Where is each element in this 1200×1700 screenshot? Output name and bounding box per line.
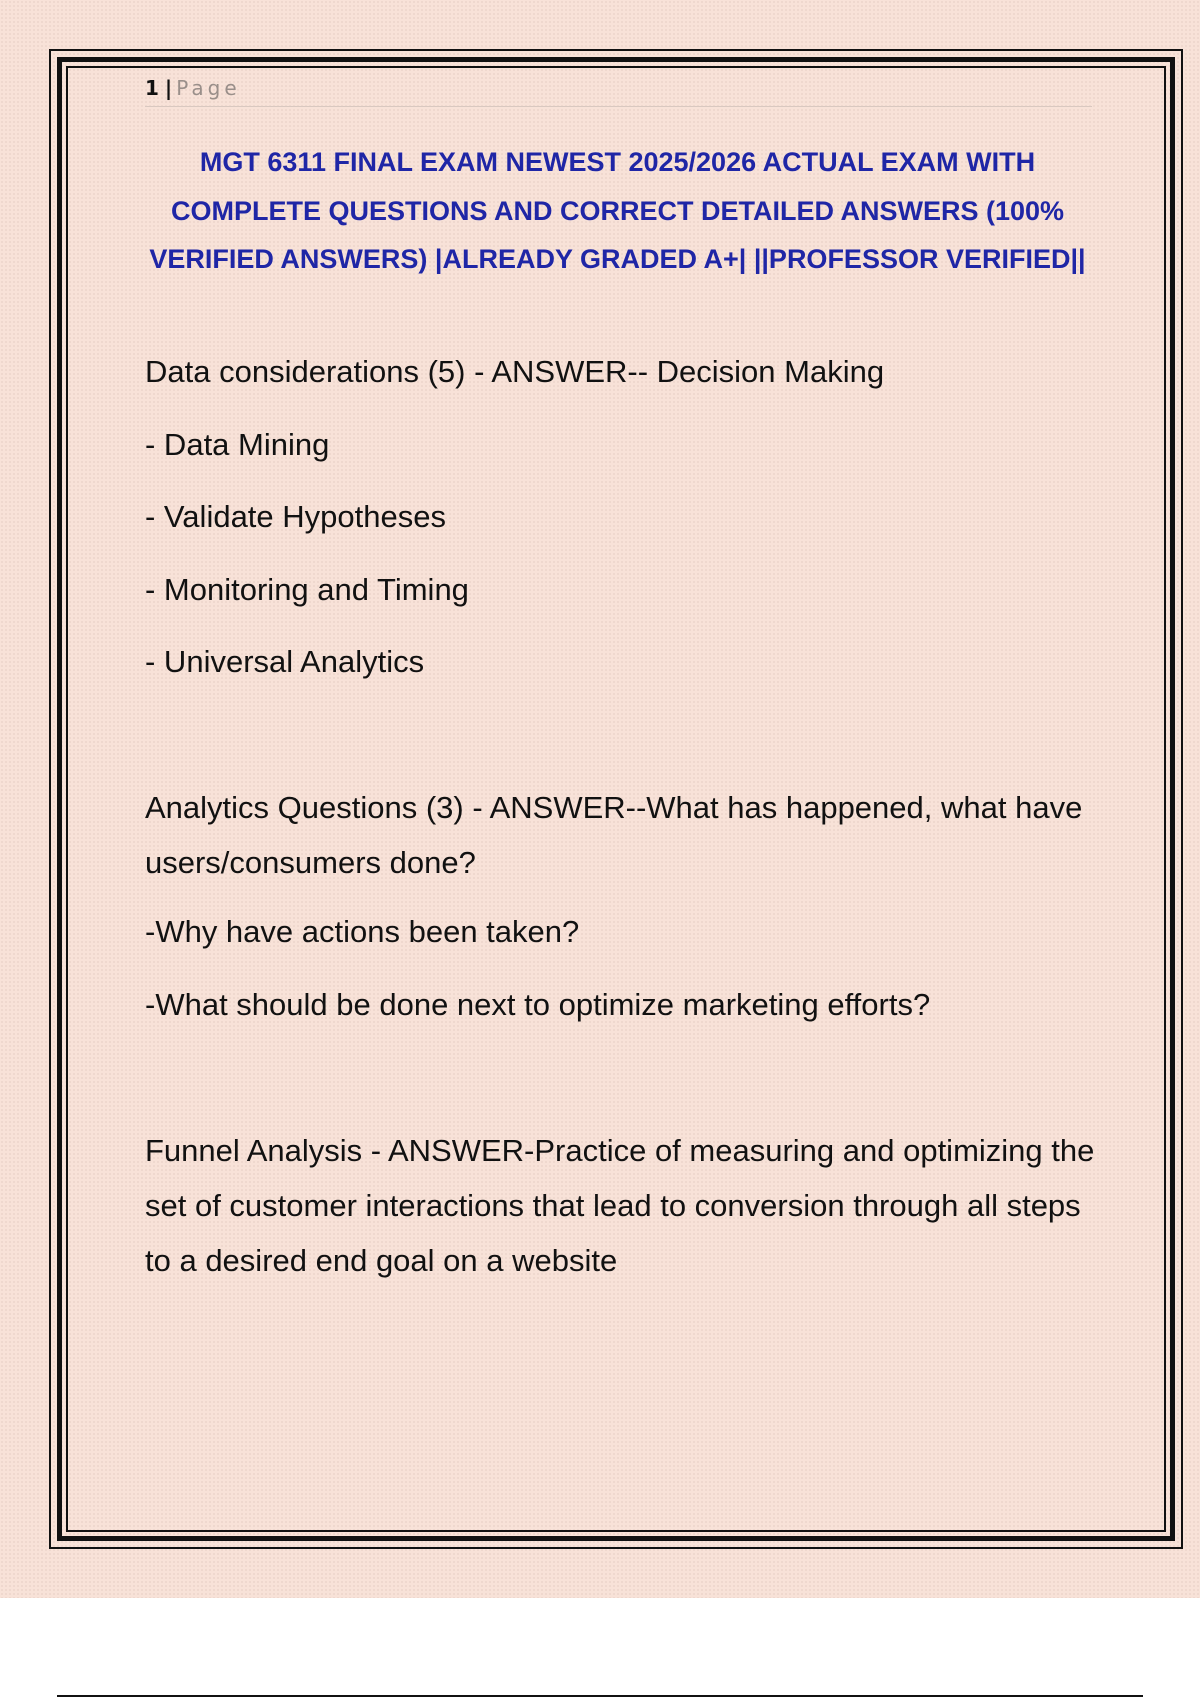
section-1-item: - Universal Analytics	[145, 644, 425, 679]
section-2-item: -Why have actions been taken?	[145, 914, 580, 949]
section-1-item: - Data Mining	[145, 427, 330, 462]
page-header	[145, 74, 1092, 107]
section-1-heading: Data considerations (5) - ANSWER-- Decision Making	[145, 354, 885, 389]
section-2-item: -What should be done next to optimize marketing efforts?	[145, 987, 931, 1022]
document-title: MGT 6311 FINAL EXAM NEWEST 2025/2026 ACTUAL EXAM WITH COMPLETE QUESTIONS AND CORRECT DETAILED ANSWERS (100% VERIFIED ANSWERS) |ALREADY GRADED A+| ||PROFESSOR VERIFIED||	[149, 147, 1086, 274]
section-2-heading: Analytics Questions (3) - ANSWER--What has happened, what have users/consumers done?	[145, 790, 1083, 880]
section-1-item: - Monitoring and Timing	[145, 572, 469, 607]
next-page-rule	[57, 1695, 1143, 1697]
section-3-definition: Funnel Analysis - ANSWER-Practice of measuring and optimizing the set of customer interactions that lead to conversion through all steps to a desired end goal on a website	[145, 1133, 1095, 1278]
page-word: Page	[176, 76, 241, 100]
page-number: 1	[145, 76, 159, 100]
section-1-item: - Validate Hypotheses	[145, 499, 446, 534]
page-separator: |	[164, 76, 173, 100]
